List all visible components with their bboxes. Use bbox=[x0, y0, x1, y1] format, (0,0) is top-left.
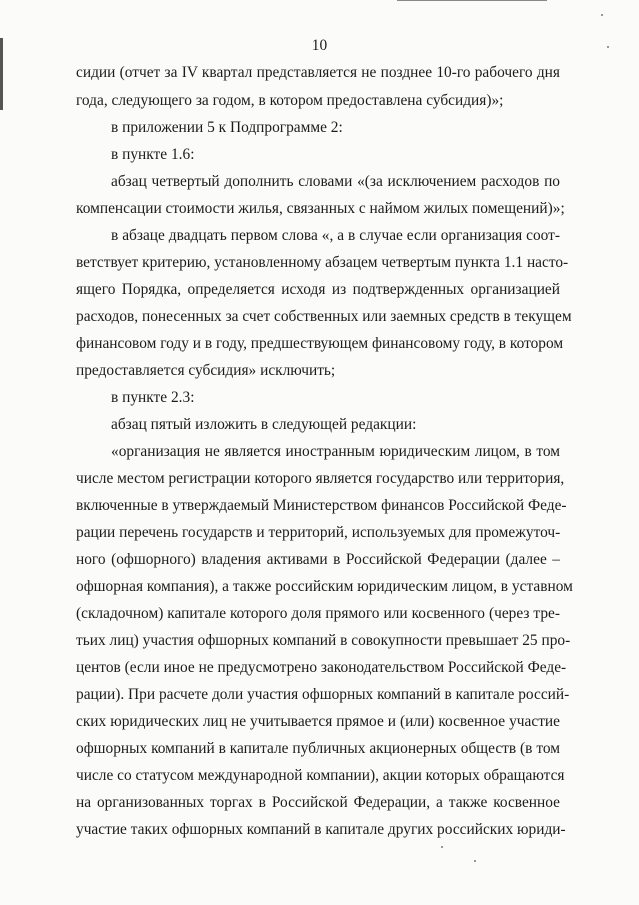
text-line: предоставляется субсидия» исключить; bbox=[76, 362, 336, 379]
text-line: числе местом регистрации которого является государство или территория, bbox=[76, 470, 565, 487]
text-line: компенсации стоимости жилья, связанных с наймом жилых помещений)»; bbox=[76, 200, 565, 217]
text-line: в абзаце двадцать первом слова «, а в случае если организация соот- bbox=[111, 227, 560, 244]
text-line: года, следующего за годом, в котором предоставлена субсидия)»; bbox=[76, 92, 504, 109]
text-line: ного (офшорного) владения активами в Российской Федерации (далее – bbox=[76, 551, 560, 568]
text-line: в приложении 5 к Подпрограмме 2: bbox=[111, 119, 343, 136]
page-number: 10 bbox=[311, 37, 328, 54]
scan-speck bbox=[474, 860, 476, 862]
text-line: рации перечень государств и территорий, используемых для промежуточ- bbox=[76, 524, 561, 541]
text-line: ветствует критерию, установленному абзацем четвертым пункта 1.1 насто- bbox=[76, 254, 569, 271]
text-line: числе со статусом международной компании), акции которых обращаются bbox=[76, 767, 565, 784]
text-line: расходов, понесенных за счет собственных или заемных средств в текущем bbox=[76, 308, 572, 325]
text-line: сидии (отчет за IV квартал представляется не позднее 10-го рабочего дня bbox=[76, 64, 560, 81]
text-line: финансовом году и в году, предшествующем финансовому году, в котором bbox=[76, 335, 564, 352]
text-line: абзац четвертый дополнить словами «(за исключением расходов по bbox=[111, 173, 560, 190]
text-line: в пункте 2.3: bbox=[111, 389, 195, 406]
scan-speck bbox=[441, 846, 443, 848]
text-line: участие таких офшорных компаний в капитале других российских юриди- bbox=[76, 821, 566, 838]
text-line: центов (если иное не предусмотрено законодательством Российской Феде- bbox=[76, 659, 567, 676]
text-line: в пункте 1.6: bbox=[111, 146, 195, 163]
text-line: включенные в утверждаемый Министерством финансов Российской Феде- bbox=[76, 497, 567, 514]
text-line: тьих лиц) участия офшорных компаний в совокупности превышает 25 про- bbox=[76, 632, 571, 649]
text-line: ящего Порядка, определяется исходя из подтвержденных организацией bbox=[76, 281, 560, 298]
text-line: офшорных компаний в капитале публичных акционерных обществ (в том bbox=[76, 740, 560, 757]
text-line: на организованных торгах в Российской Федерации, а также косвенное bbox=[76, 794, 560, 811]
text-line: ских юридических лиц не учитывается прямое и (или) косвенное участие bbox=[76, 713, 560, 730]
text-line: «организация не является иностранным юридическим лицом, в том bbox=[111, 443, 560, 460]
text-line: рации). При расчете доли участия офшорных компаний в капитале россий- bbox=[76, 686, 570, 703]
text-line: (складочном) капитале которого доля прямого или косвенного (через тре- bbox=[76, 605, 560, 622]
scan-speck bbox=[601, 14, 603, 16]
text-line: офшорная компания), а также российским юридическим лицом, в уставном bbox=[76, 578, 573, 595]
scan-edge-mark-top bbox=[397, 0, 547, 1]
text-line: абзац пятый изложить в следующей редакции: bbox=[111, 416, 417, 433]
